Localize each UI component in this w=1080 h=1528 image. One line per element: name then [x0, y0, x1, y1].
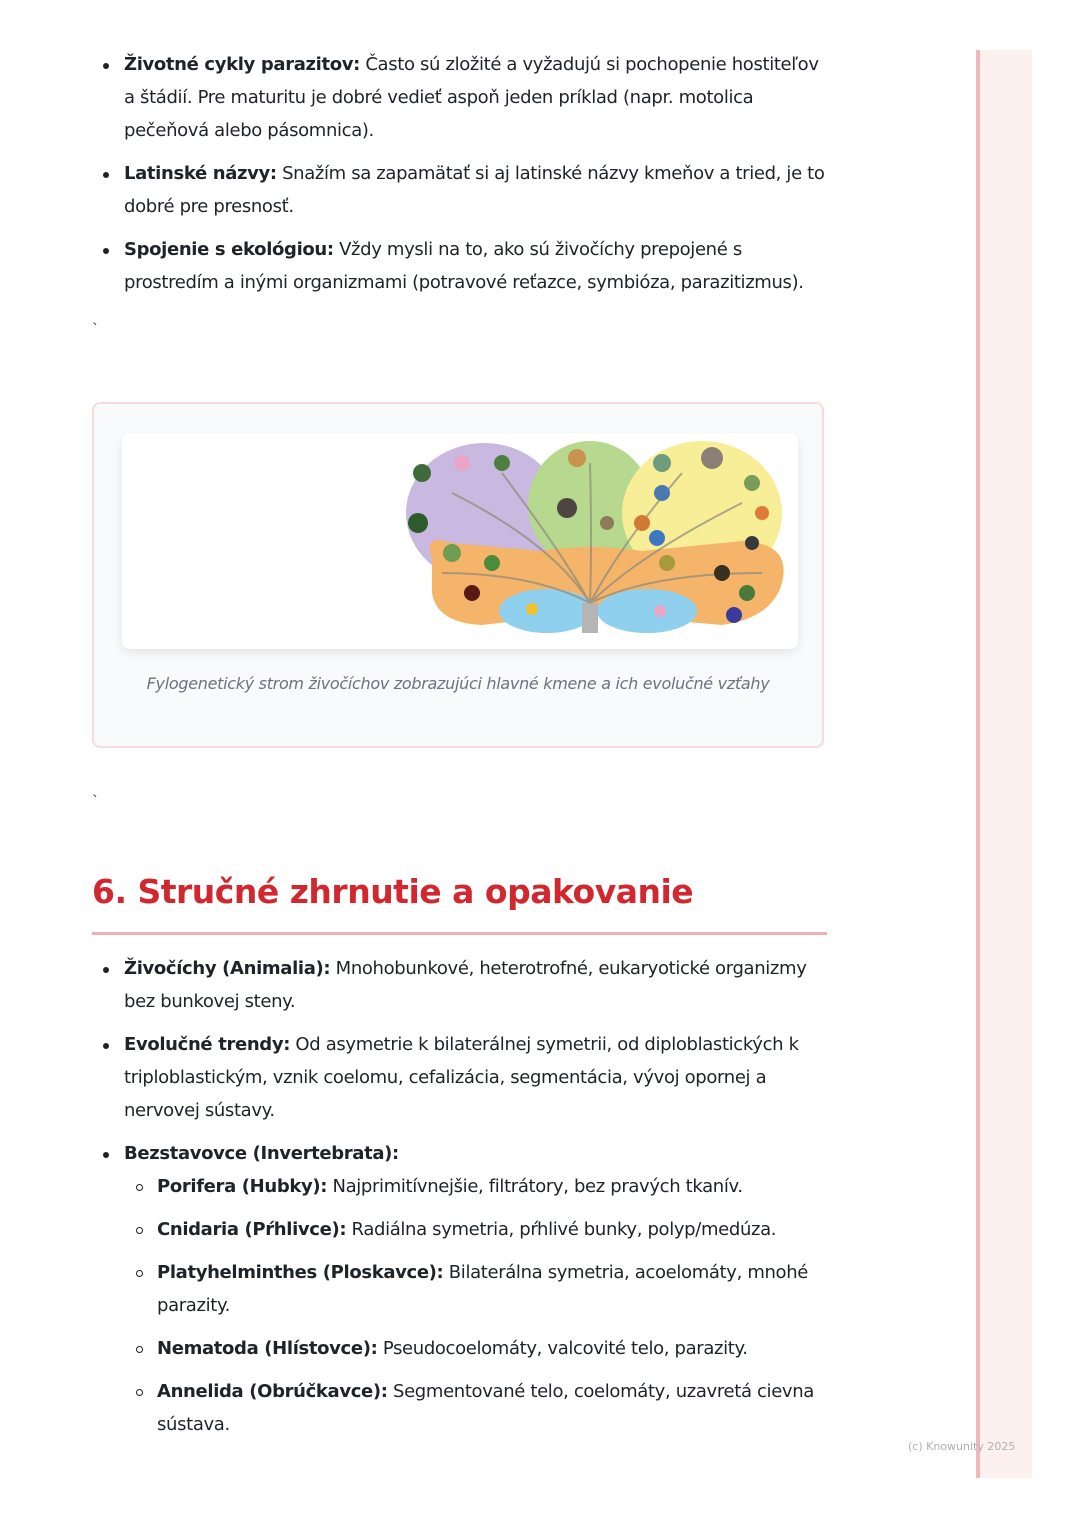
copyright-footer: (c) Knowunity 2025: [908, 1440, 1016, 1453]
summary-list-container: [92, 952, 828, 1451]
section-heading: 6. Stručné zhrnutie a opakovanie: [92, 872, 694, 911]
list-item-text: Často sú zložité a vyžadujú si pochopenie hostiteľov a štádií. Pre maturitu je dobré vedieť aspoň jeden príklad (napr. motolica pečeňová alebo pásomnica).: [124, 54, 819, 141]
list-item-text: Snažím sa zapamätať si aj latinské názvy kmeňov a tried, je to dobré pre presnosť.: [124, 163, 825, 217]
sub-item-text: Segmentované telo, coelomáty, uzavretá cievna sústava.: [157, 1381, 814, 1435]
sub-item-term: Cnidaria (Pŕhlivce):: [157, 1219, 347, 1240]
list-item-term: Evolučné trendy:: [124, 1034, 291, 1055]
figure-card: [92, 402, 824, 748]
sub-item-term: Annelida (Obrúčkavce):: [157, 1381, 388, 1402]
stray-backtick: `: [92, 322, 99, 338]
invertebrates-sublist: [124, 1170, 828, 1441]
list-item: [92, 1137, 828, 1441]
phylogenetic-tree-image: [122, 433, 798, 649]
list-item: [92, 233, 828, 299]
sub-list-item: [124, 1256, 828, 1322]
summary-list: [92, 952, 828, 1441]
stray-backtick: `: [92, 794, 99, 810]
sub-list-item: [124, 1332, 828, 1365]
list-item: [92, 952, 828, 1018]
tips-list: [92, 48, 828, 299]
sub-list-item: [124, 1170, 828, 1203]
sub-list-item: [124, 1375, 828, 1441]
list-item-term: Spojenie s ekológiou:: [124, 239, 334, 260]
sub-item-text: Najprimitívnejšie, filtrátory, bez pravých tkanív.: [327, 1176, 743, 1197]
list-item: [92, 48, 828, 147]
heading-divider: [92, 932, 827, 935]
top-list-container: [92, 48, 828, 309]
sub-item-term: Porifera (Hubky):: [157, 1176, 328, 1197]
list-item-term: Živočíchy (Animalia):: [124, 958, 331, 979]
figure-caption: Fylogenetický strom živočíchov zobrazujúci hlavné kmene a ich evolučné vzťahy: [146, 674, 770, 693]
list-item-text: Mnohobunkové, heterotrofné, eukaryotické organizmy bez bunkovej steny.: [124, 958, 807, 1012]
list-item-text: Od asymetrie k bilaterálnej symetrii, od diploblastických k triploblastickým, vznik coelomu, cefalizácia, segmentácia, vývoj opornej a nervovej sústavy.: [124, 1034, 799, 1121]
list-item-text: Vždy mysli na to, ako sú živočíchy prepojené s prostredím a inými organizmami (potravové reťazce, symbióza, parazitizmus).: [124, 239, 804, 293]
list-item-term: Bezstavovce (Invertebrata):: [124, 1143, 399, 1164]
sub-item-text: Radiálna symetria, pŕhlivé bunky, polyp/medúza.: [346, 1219, 777, 1240]
sub-item-term: Platyhelminthes (Ploskavce):: [157, 1262, 444, 1283]
list-item-term: Životné cykly parazitov:: [124, 54, 360, 75]
sub-list-item: [124, 1213, 828, 1246]
tree-illustration-icon: [122, 433, 798, 649]
sub-item-term: Nematoda (Hlístovce):: [157, 1338, 378, 1359]
list-item-term: Latinské názvy:: [124, 163, 277, 184]
list-item: [92, 1028, 828, 1127]
right-margin-panel: [976, 50, 1032, 1478]
sub-item-text: Pseudocoelomáty, valcovité telo, parazity.: [377, 1338, 748, 1359]
sub-item-text: Bilaterálna symetria, acoelomáty, mnohé parazity.: [157, 1262, 809, 1316]
list-item: [92, 157, 828, 223]
